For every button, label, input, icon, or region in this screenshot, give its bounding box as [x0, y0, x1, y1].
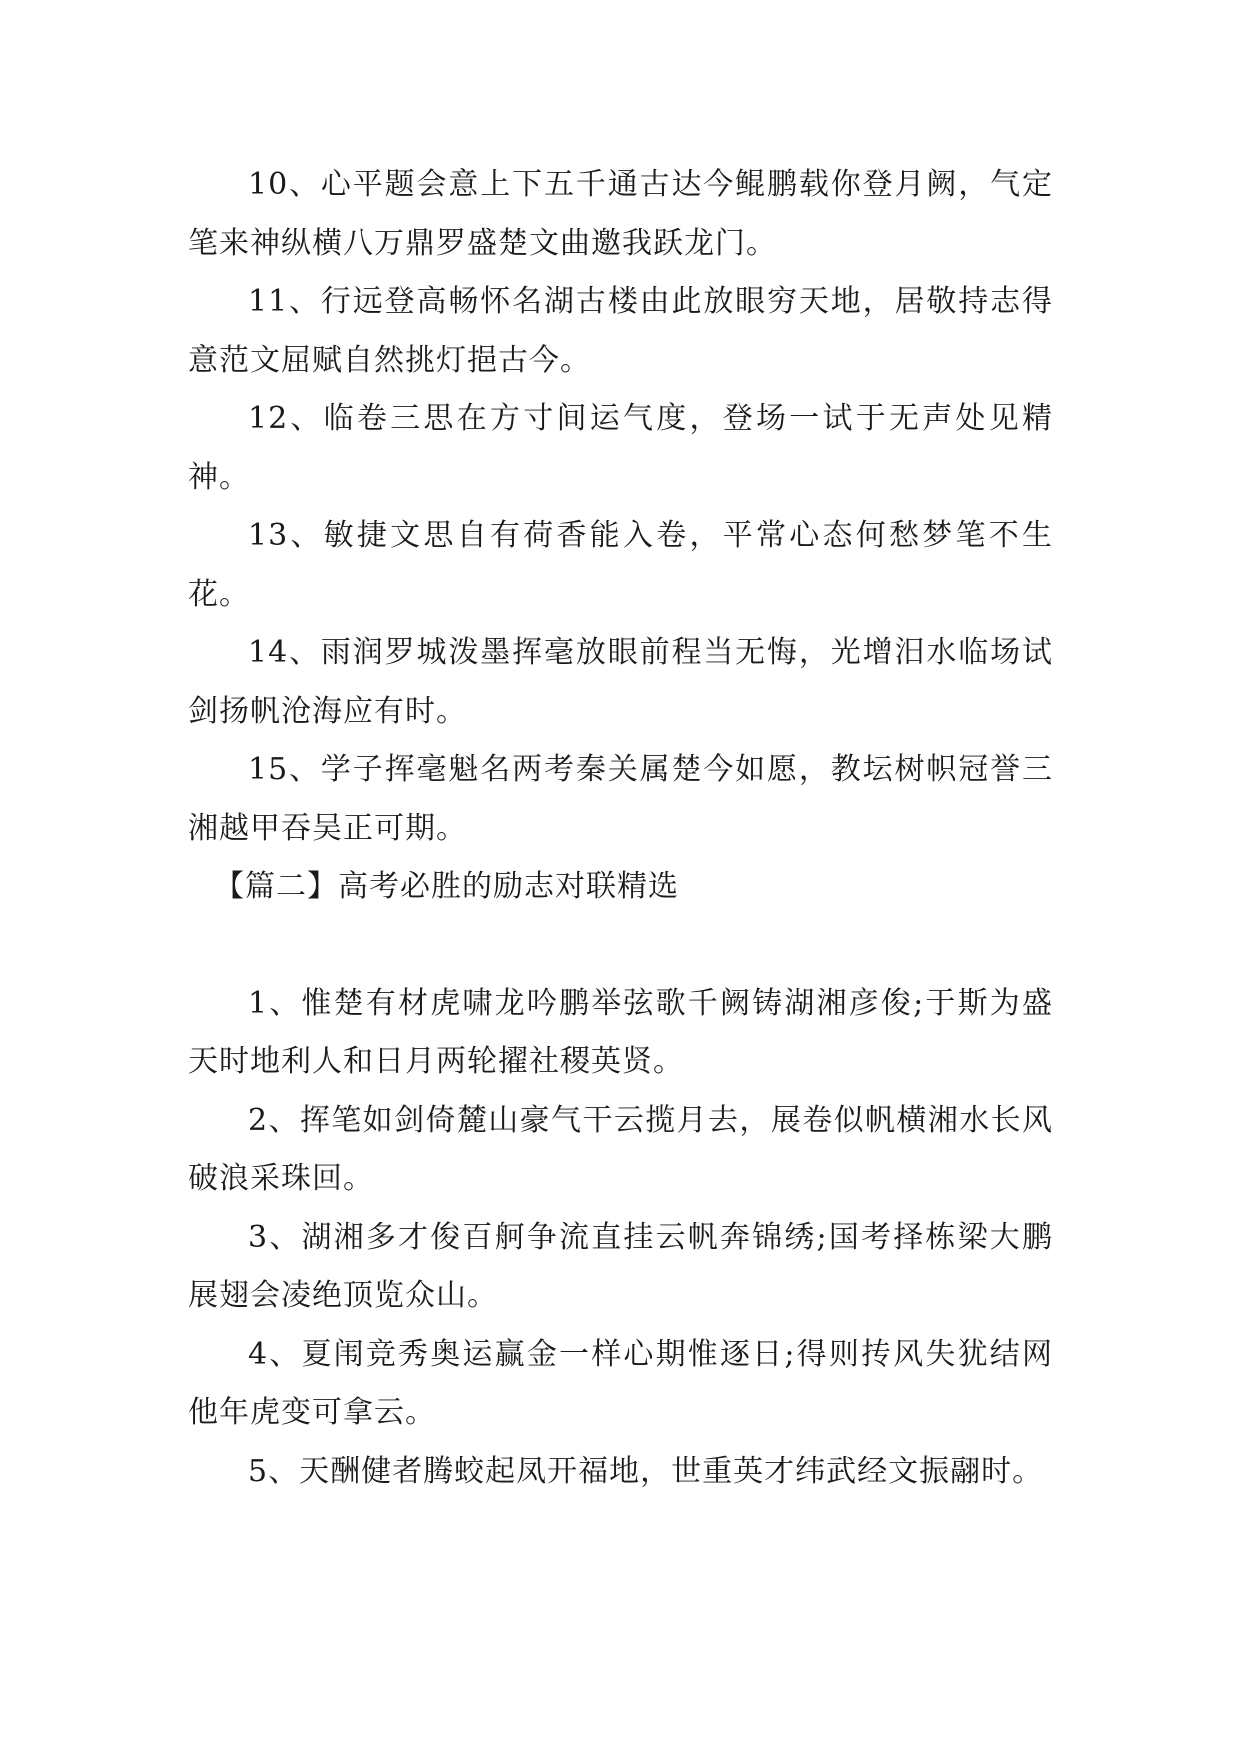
couplet-paragraph: 1、惟楚有材虎啸龙吟鹏举弦歌千阙铸湖湘彦俊;于斯为盛天时地利人和日月两轮擢社稷英贤。 [188, 985, 1053, 1079]
blank-line [188, 917, 1053, 975]
couplet-paragraph: 2、挥笔如剑倚麓山豪气干云揽月去，展卷似帆横湘水长风破浪采珠回。 [188, 1102, 1053, 1196]
couplet-paragraph: 4、夏闱竞秀奥运赢金一样心期惟逐日;得则抟风失犹结网他年虎变可拿云。 [188, 1336, 1053, 1430]
couplet-paragraph: 5、天酬健者腾蛟起凤开福地，世重英才纬武经文振翮时。 [248, 1453, 1044, 1489]
couplet-paragraph: 14、雨润罗城泼墨挥毫放眼前程当无悔，光增汨水临场试剑扬帆沧海应有时。 [188, 635, 1053, 729]
couplet-paragraph: 13、敏捷文思自有荷香能入卷，平常心态何愁梦笔不生花。 [188, 518, 1053, 612]
section-heading: 【篇二】高考必胜的励志对联精选 [214, 869, 679, 904]
couplet-paragraph: 12、临卷三思在方寸间运气度，登场一试于无声处见精神。 [188, 401, 1053, 495]
couplet-paragraph: 11、行远登高畅怀名湖古楼由此放眼穷天地，居敬持志得意范文屈赋自然挑灯挹古今。 [188, 284, 1053, 378]
couplet-paragraph: 15、学子挥毫魁名两考秦关属楚今如愿，教坛树帜冠誉三湘越甲吞吴正可期。 [188, 752, 1053, 846]
couplet-paragraph: 10、心平题会意上下五千通古达今鲲鹏载你登月阙，气定笔来神纵横八万鼎罗盛楚文曲邀我跃龙门。 [188, 167, 1053, 261]
document-body [188, 156, 1053, 1501]
couplet-paragraph: 3、湖湘多才俊百舸争流直挂云帆奔锦绣;国考择栋梁大鹏展翅会凌绝顶览众山。 [188, 1219, 1053, 1313]
